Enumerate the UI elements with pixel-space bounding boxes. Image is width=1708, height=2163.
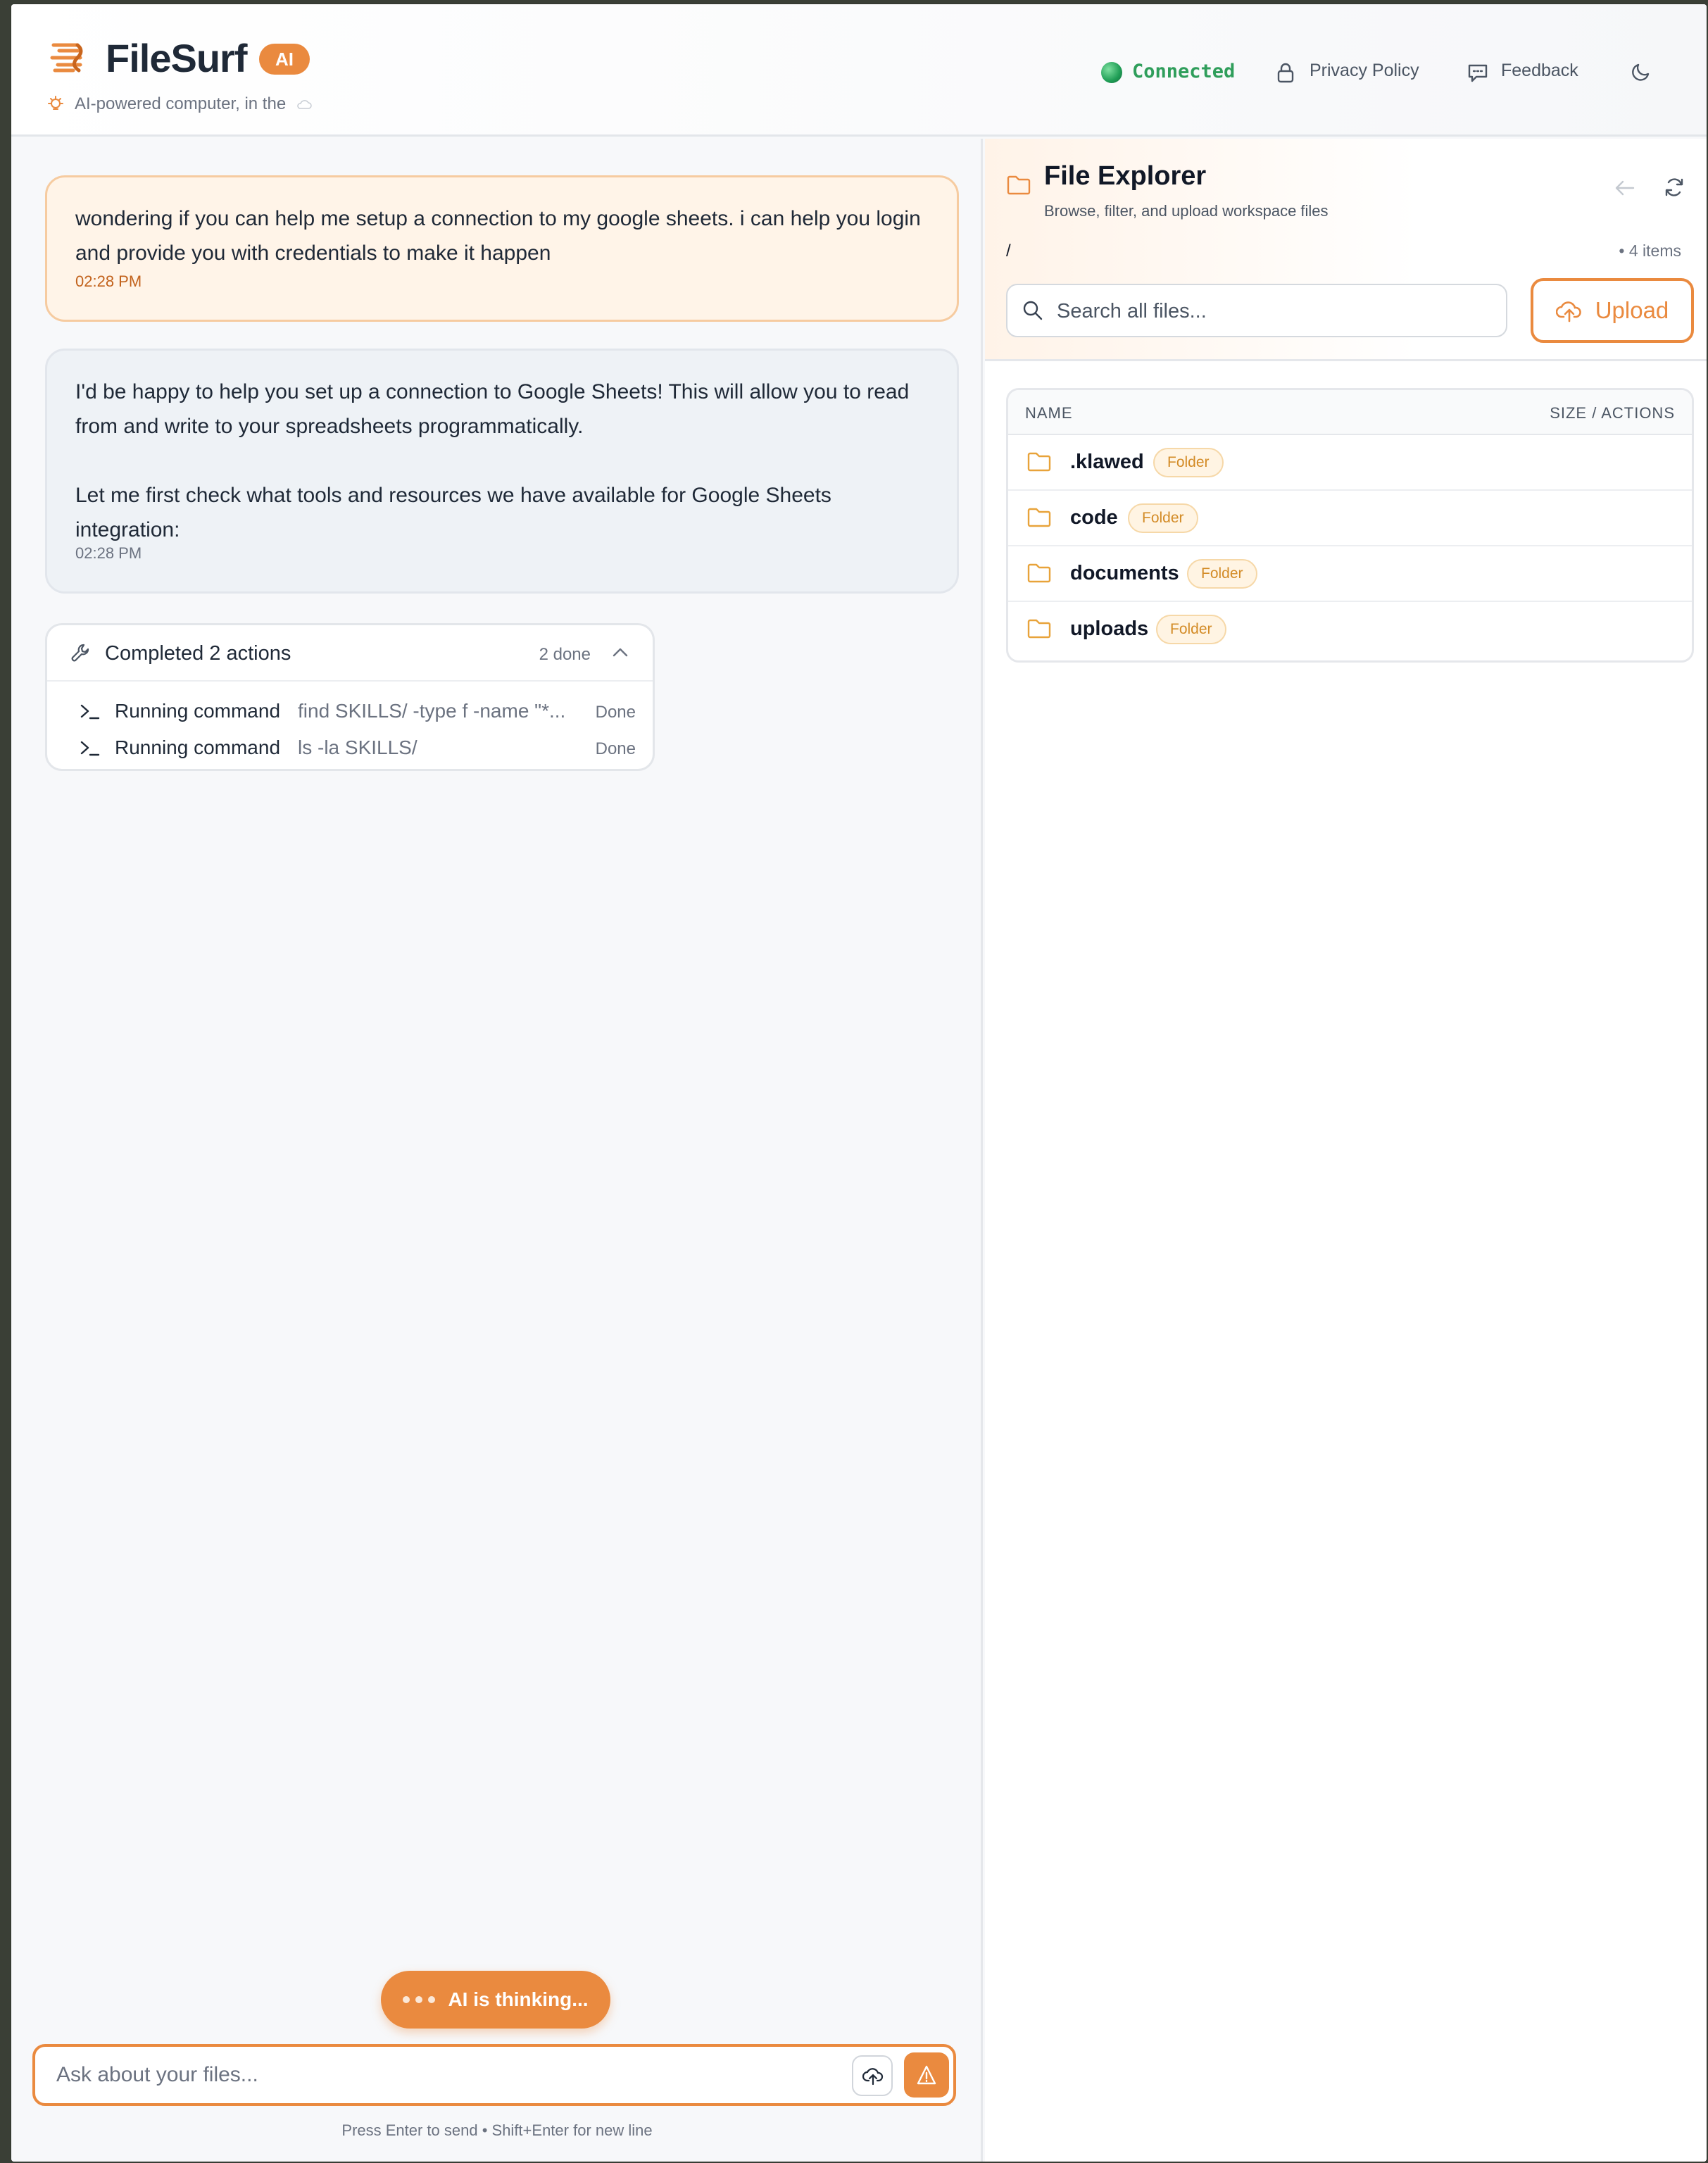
folder-badge: Folder [1187,559,1257,589]
action-label: Running command [115,700,281,722]
action-status: Done [595,739,636,758]
privacy-policy-link[interactable]: Privacy Policy [1310,61,1419,80]
folder-icon [1026,617,1052,640]
message-text: I'd be happy to help you set up a connection to Google Sheets! This will allow you to read from and write to your spreadsheets programmatically. [75,380,910,438]
actions-summary-card [45,623,655,771]
folder-badge: Folder [1153,448,1224,477]
table-row[interactable] [1008,546,1692,602]
ai-badge: AI [259,44,310,75]
explorer-title: File Explorer [1044,161,1207,191]
table-row[interactable] [1008,491,1692,546]
file-name: uploads [1070,617,1149,640]
file-search-input[interactable] [1057,295,1493,327]
action-status: Done [595,703,636,722]
connection-status: Connected [1132,61,1236,82]
user-message [45,175,959,322]
folder-badge: Folder [1156,615,1226,644]
terminal-icon [80,739,101,758]
actions-count: 2 done [539,645,591,664]
action-item [80,735,636,763]
file-name: code [1070,506,1118,529]
search-icon [1022,299,1044,322]
explorer-subtitle: Browse, filter, and upload workspace files [1044,202,1329,220]
table-row[interactable] [1008,435,1692,491]
table-header [1008,390,1692,435]
file-name: .klawed [1070,451,1144,473]
folder-badge: Folder [1128,503,1198,533]
message-timestamp: 02:28 PM [75,544,142,562]
back-arrow-icon[interactable] [1614,180,1635,196]
tagline-text: AI-powered computer, in the [75,94,287,113]
folder-icon [1026,562,1052,584]
dark-mode-toggle-icon[interactable] [1631,61,1653,83]
assistant-message [45,349,959,594]
ai-thinking-indicator [381,1971,610,2029]
connection-status-icon [1101,62,1122,83]
feedback-link[interactable]: Feedback [1501,61,1578,80]
action-command: ls -la SKILLS/ [298,736,417,758]
action-label: Running command [115,736,281,758]
folder-icon [1006,174,1031,196]
cloud-upload-icon [862,2065,884,2086]
action-command: find SKILLS/ -type f -name "*... [298,700,566,722]
send-icon [915,2064,938,2086]
actions-title: Completed 2 actions [105,642,291,665]
column-header-name: NAME [1025,404,1073,422]
lock-icon [1276,62,1295,83]
upload-label: Upload [1595,297,1669,323]
thinking-label: AI is thinking... [448,1988,589,2010]
file-name: documents [1070,562,1179,584]
brand-name: FileSurf [106,36,247,80]
cloud-upload-icon [1556,298,1583,323]
file-explorer-header [985,139,1707,361]
chat-panel [11,139,983,2162]
file-table [1006,388,1694,663]
current-path: / [1006,242,1011,261]
action-item [80,698,636,727]
wrench-icon [70,642,92,665]
chat-input[interactable] [56,2057,838,2093]
send-button[interactable] [904,2052,949,2098]
file-search-box [1006,284,1507,337]
refresh-icon[interactable] [1664,177,1685,198]
lightbulb-icon [46,95,65,113]
attach-file-button[interactable] [852,2055,893,2096]
filesurf-logo-icon [46,35,92,80]
input-hint: Press Enter to send • Shift+Enter for new line [341,2121,653,2139]
upload-button[interactable] [1531,278,1694,343]
cloud-icon [296,99,313,110]
app-header [11,4,1707,137]
chevron-up-icon[interactable] [612,646,629,658]
feedback-icon [1467,63,1488,83]
message-text: wondering if you can help me setup a connection to my google sheets. i can help you login and provide you with credentials to make it happen [75,207,921,265]
terminal-icon [80,703,101,721]
app-window [11,4,1707,2162]
file-explorer-panel [985,139,1707,2162]
actions-header[interactable] [47,625,653,682]
column-header-size-actions: SIZE / ACTIONS [1550,404,1675,422]
chat-input-container [32,2044,956,2106]
typing-dots-icon [403,1996,435,2003]
tagline [46,94,313,114]
folder-icon [1026,506,1052,529]
item-count: • 4 items [1619,242,1681,260]
message-text: Let me first check what tools and resources we have available for Google Sheets integration: [75,484,831,541]
table-row[interactable] [1008,602,1692,658]
folder-icon [1026,451,1052,473]
message-timestamp: 02:28 PM [75,272,142,290]
